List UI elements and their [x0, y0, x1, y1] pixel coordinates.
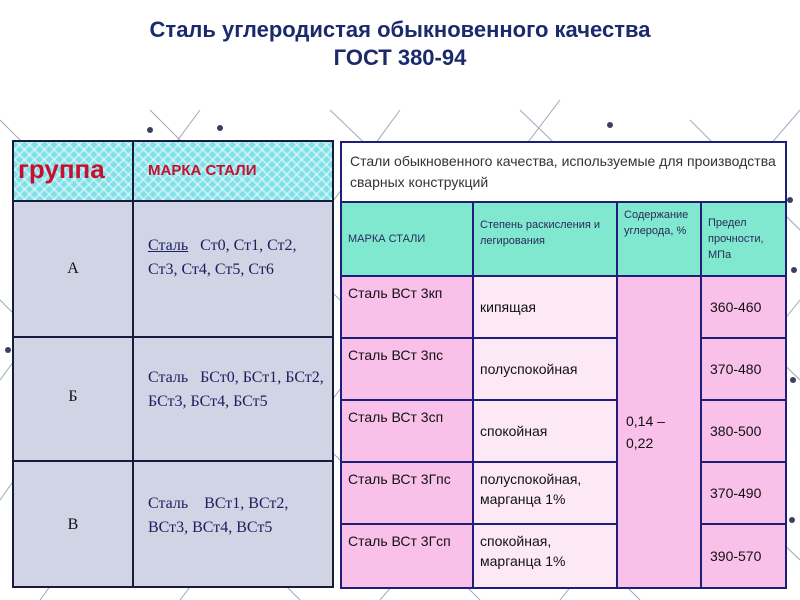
grade-cell: Сталь ВСт 3Гсп: [342, 525, 472, 587]
grade-list: БСт0, БСт1, БСт2, БСт3, БСт4, БСт5: [148, 369, 324, 410]
strength-cell: 370-490: [702, 463, 785, 523]
table-row: [14, 462, 332, 586]
header-steel-grade: МАРКА СТАЛИ: [148, 162, 257, 179]
group-cell: А: [67, 260, 79, 277]
header-deoxidation: Степень раскисления и легирования: [474, 203, 616, 275]
welded-steels-table-title: Стали обыкновенного качества, используемые для производства сварных конструкций: [342, 143, 785, 201]
header-group: группа: [18, 154, 105, 184]
grade-cell: Сталь ВСт 3пс: [342, 339, 472, 399]
page-title-line2: ГОСТ 380-94: [333, 45, 467, 70]
grade-prefix: Сталь: [148, 237, 189, 254]
deoxidation-cell: полуспокойная: [474, 339, 616, 399]
strength-cell: 370-480: [702, 339, 785, 399]
deoxidation-cell: полуспокойная, марганца 1%: [474, 463, 616, 523]
grade-cell: [148, 366, 328, 414]
page-title: [0, 16, 800, 72]
grade-cell: Сталь ВСт 3сп: [342, 401, 472, 461]
steel-group-table: [12, 140, 334, 588]
grade-list: ВСт1, ВСт2, ВСт3, ВСт4, ВСт5: [148, 495, 289, 536]
grade-prefix: Сталь: [148, 495, 189, 512]
deoxidation-cell: спокойная: [474, 401, 616, 461]
table-row: [14, 202, 332, 338]
header-steel-grade: МАРКА СТАЛИ: [342, 203, 472, 275]
page-title-line1: Сталь углеродистая обыкновенного качества: [149, 17, 651, 42]
strength-cell: 360-460: [702, 277, 785, 337]
welded-steels-table: [340, 141, 787, 589]
grade-prefix: Сталь: [148, 369, 189, 386]
group-cell: Б: [68, 388, 78, 405]
grade-cell: [148, 234, 328, 282]
header-tensile-strength: Предел прочности, МПа: [702, 203, 785, 275]
group-cell: В: [67, 516, 79, 533]
deoxidation-cell: спокойная, марганца 1%: [474, 525, 616, 587]
grade-list: Ст0, Ст1, Ст2, Ст3, Ст4, Ст5, Ст6: [148, 237, 297, 278]
table-row: [14, 338, 332, 462]
strength-cell: 380-500: [702, 401, 785, 461]
grade-cell: Сталь ВСт 3Гпс: [342, 463, 472, 523]
deoxidation-cell: кипящая: [474, 277, 616, 337]
grade-cell: [148, 492, 328, 540]
header-carbon-content: Содержание углерода, %: [618, 203, 700, 275]
grade-cell: Сталь ВСт 3кп: [342, 277, 472, 337]
steel-group-table-header: [14, 142, 332, 202]
carbon-content-cell: 0,14 – 0,22: [618, 277, 700, 587]
strength-cell: 390-570: [702, 525, 785, 587]
